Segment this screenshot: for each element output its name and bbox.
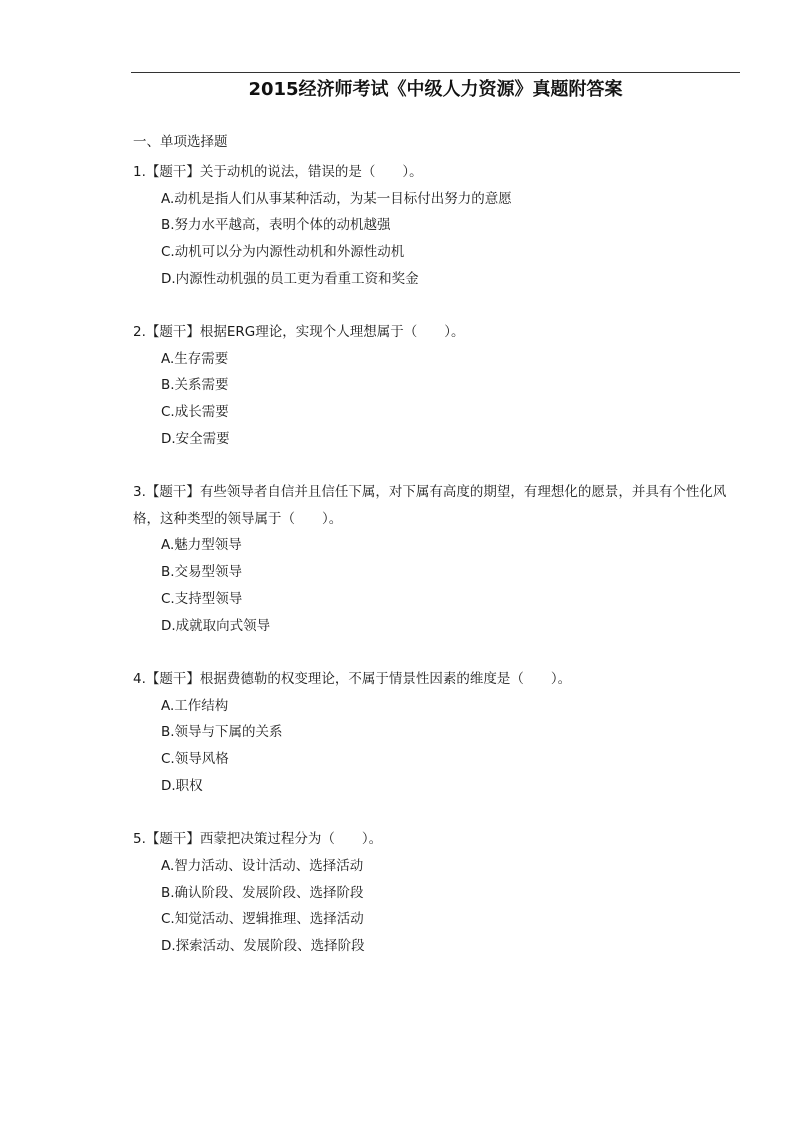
question-stem: 1.【题干】关于动机的说法，错误的是（ ）。: [133, 164, 423, 180]
question-stem: 5.【题干】西蒙把决策过程分为（ ）。: [133, 831, 383, 848]
option-d: D.探索活动、发展阶段、选择阶段: [161, 938, 365, 955]
question-2: [133, 319, 743, 453]
question-1: [133, 159, 743, 293]
option-a: A.智力活动、设计活动、选择活动: [161, 857, 364, 874]
option-d: D.内源性动机强的员工更为看重工资和奖金: [161, 270, 419, 287]
option-a: A.魅力型领导: [161, 537, 242, 554]
question-stem: 4.【题干】根据费德勒的权变理论，不属于情景性因素的维度是（ ）。: [133, 671, 572, 688]
question-5: [133, 826, 743, 960]
option-a: A.生存需要: [161, 350, 229, 367]
option-d: D.成就取向式领导: [161, 617, 271, 634]
option-c: C.动机可以分为内源性动机和外源性动机: [161, 244, 405, 261]
header-rule: [131, 72, 740, 73]
option-b: B.交易型领导: [161, 564, 243, 581]
option-d: D.安全需要: [161, 431, 230, 448]
question-3: [133, 479, 743, 639]
question-list: [133, 159, 743, 986]
question-4: [133, 666, 743, 800]
page-title: 2015经济师考试《中级人力资源》真题附答案: [248, 79, 623, 100]
option-b: B.领导与下属的关系: [161, 724, 283, 741]
section-heading: 一、单项选择题: [133, 134, 228, 150]
option-d: D.职权: [161, 777, 203, 794]
question-stem: 2.【题干】根据ERG理论，实现个人理想属于（ ）。: [133, 324, 465, 341]
question-stem: 3.【题干】有些领导者自信并且信任下属，对下属有高度的期望，有理想化的愿景，并具有个性化风格，这种类型的领导属于（ ）。: [133, 484, 727, 527]
option-c: C.领导风格: [161, 751, 229, 768]
option-a: A.动机是指人们从事某种活动，为某一目标付出努力的意愿: [161, 190, 512, 207]
option-c: C.成长需要: [161, 404, 229, 421]
option-b: B.关系需要: [161, 377, 229, 394]
option-b: B.确认阶段、发展阶段、选择阶段: [161, 884, 364, 901]
option-b: B.努力水平越高，表明个体的动机越强: [161, 217, 391, 234]
option-a: A.工作结构: [161, 697, 229, 714]
option-c: C.支持型领导: [161, 590, 243, 607]
option-c: C.知觉活动、逻辑推理、选择活动: [161, 911, 364, 928]
